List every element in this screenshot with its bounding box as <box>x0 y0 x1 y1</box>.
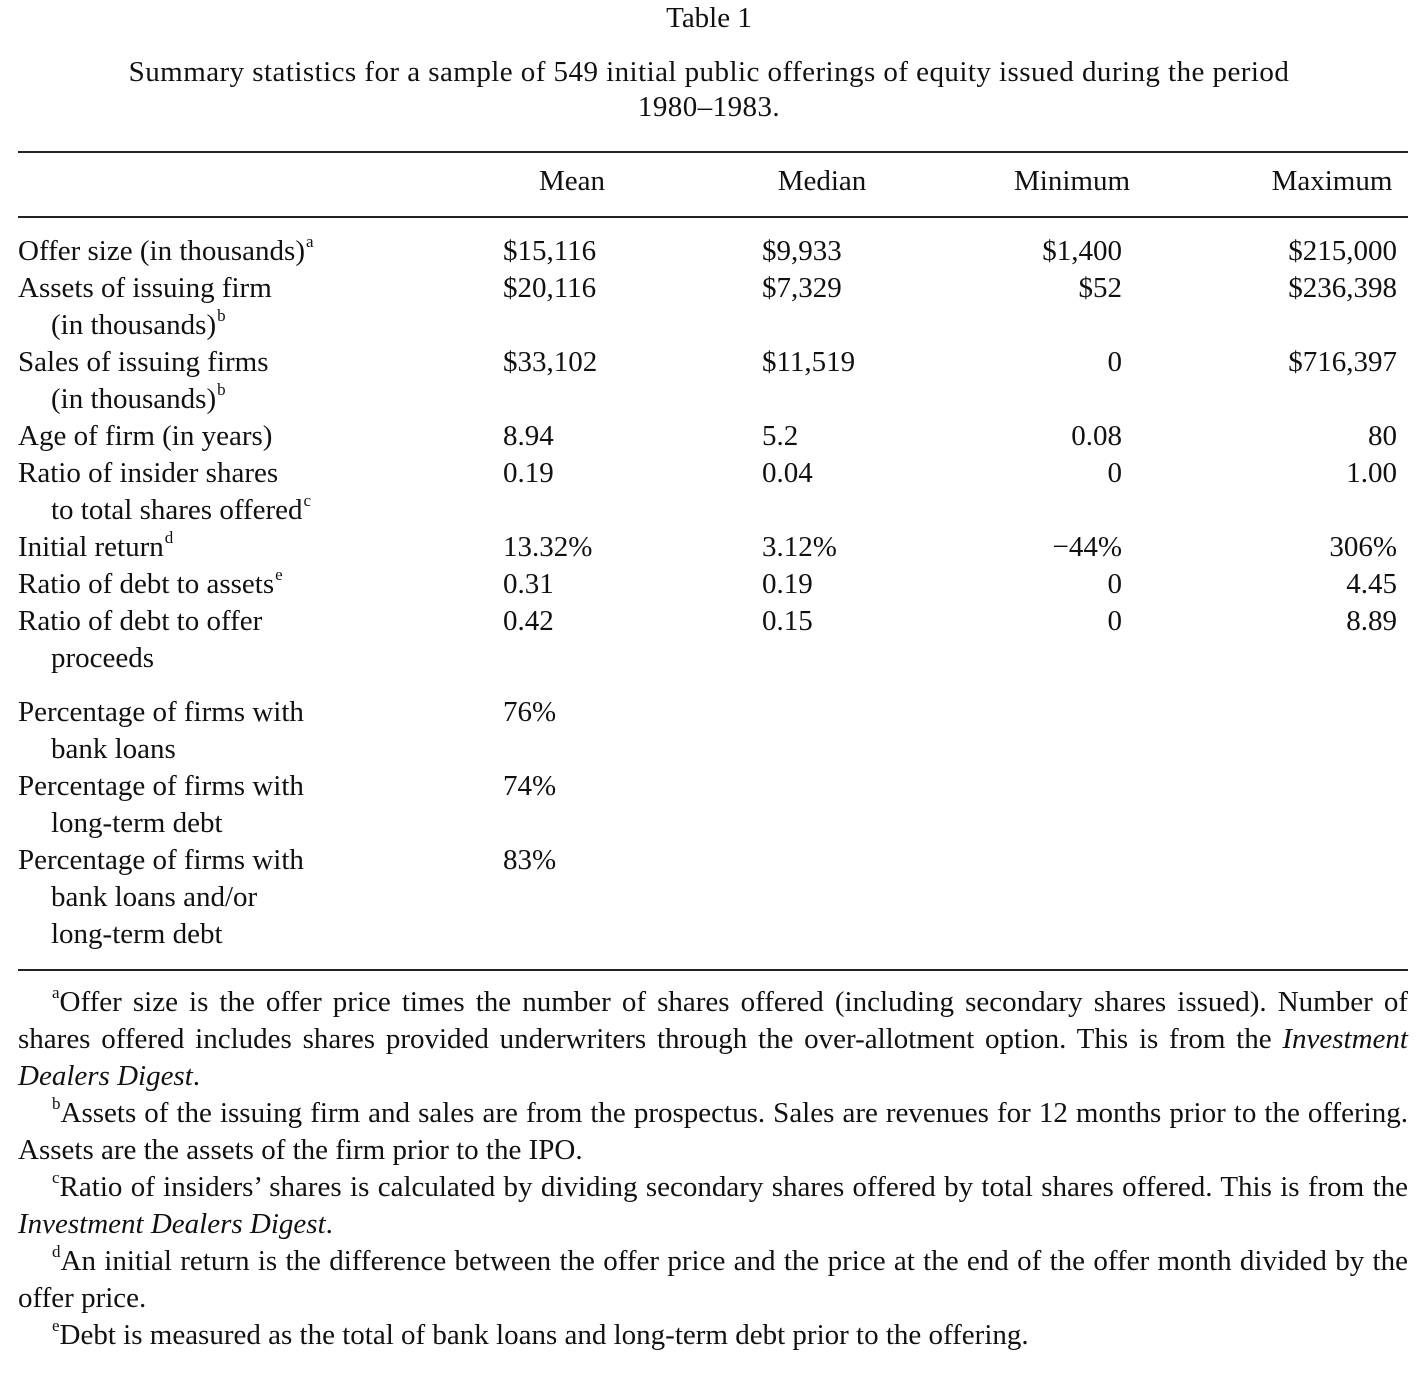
footnote-text: Ratio of insiders’ shares is calculated by dividing secondary shares offered by total shares offered. This is from the <box>59 1171 1408 1203</box>
cell-maximum: 1.00 <box>1346 457 1397 489</box>
row-label-line: Percentage of firms with <box>18 770 304 802</box>
cell-median: 5.2 <box>762 420 799 452</box>
cell-median: 0.15 <box>762 605 813 637</box>
cell-mean: $33,102 <box>503 346 598 378</box>
row-label-line: long-term debt <box>51 807 223 839</box>
footnote-mark: b <box>52 1094 61 1113</box>
column-header-median: Median <box>777 165 867 197</box>
footnotes <box>18 984 1408 1354</box>
footnote-text: An initial return is the difference between the offer price and the price at the end of the offer month divided by the offer price. <box>18 1245 1408 1314</box>
row-label-line: bank loans and/or <box>51 881 258 913</box>
row-label <box>18 418 272 455</box>
footnote-marker: d <box>164 528 174 547</box>
cell-median: $9,933 <box>762 235 842 267</box>
cell-maximum: 8.89 <box>1346 605 1397 637</box>
footnote-marker: c <box>303 491 312 510</box>
footnote <box>18 984 1408 1095</box>
row-label <box>18 455 311 529</box>
table-caption-line-2: 1980–1983. <box>637 91 781 123</box>
footnote-marker: a <box>305 232 314 251</box>
row-label-line: Age of firm (in years) <box>18 420 273 452</box>
cell-minimum: 0 <box>1107 457 1122 489</box>
footnote-text: Assets of the issuing firm and sales are from the prospectus. Sales are revenues for 12 months prior to the offering. Assets are the assets of the firm prior to the IPO. <box>18 1097 1408 1166</box>
row-label <box>18 842 304 953</box>
row-label-line: Ratio of insider shares <box>18 457 279 489</box>
row-label-line: long-term debt <box>51 918 223 950</box>
row-label-line: (in thousands) <box>51 383 217 415</box>
footnote-text-end: . <box>192 1060 201 1092</box>
row-label-line: Assets of issuing firm <box>18 272 272 304</box>
row-label-line: Percentage of firms with <box>18 696 304 728</box>
footnote-source-title: Investment Dealers Digest <box>18 1208 326 1240</box>
footnote-text-end: . <box>325 1208 333 1240</box>
cell-median: $7,329 <box>762 272 842 304</box>
row-label <box>18 603 262 677</box>
cell-median: 0.19 <box>762 568 813 600</box>
cell-mean: $15,116 <box>503 235 597 267</box>
row-label-line: (in thousands) <box>51 309 217 341</box>
footnote-text: Debt is measured as the total of bank loans and long-term debt prior to the offering. <box>59 1319 1029 1351</box>
footnote <box>18 1243 1408 1317</box>
row-label <box>18 566 283 603</box>
row-label-line: proceeds <box>51 642 155 674</box>
cell-mean: 74% <box>503 770 557 802</box>
footnote-marker: e <box>275 565 283 584</box>
cell-mean: 0.19 <box>503 457 554 489</box>
footnote <box>18 1169 1408 1243</box>
footnote-mark: e <box>52 1316 60 1335</box>
cell-mean: $20,116 <box>503 272 597 304</box>
cell-median: 3.12% <box>762 531 837 563</box>
cell-minimum: 0.08 <box>1071 420 1122 452</box>
bottom-rule <box>18 969 1408 971</box>
footnote-mark: a <box>52 983 60 1002</box>
cell-maximum: $716,397 <box>1288 346 1397 378</box>
row-label <box>18 344 269 418</box>
row-label-line: Ratio of debt to assets <box>18 568 275 600</box>
row-label-line: Initial return <box>18 531 164 563</box>
footnote-mark: c <box>52 1168 60 1187</box>
cell-mean: 8.94 <box>503 420 554 452</box>
cell-maximum: $215,000 <box>1288 235 1397 267</box>
cell-mean: 76% <box>503 696 557 728</box>
row-label-line: Ratio of debt to offer <box>18 605 263 637</box>
cell-minimum: $52 <box>1078 272 1122 304</box>
footnote-marker: b <box>217 380 226 399</box>
top-rule <box>18 151 1408 153</box>
row-label <box>18 529 173 566</box>
cell-minimum: 0 <box>1107 346 1122 378</box>
footnote <box>18 1095 1408 1169</box>
cell-minimum: −44% <box>1052 531 1122 563</box>
footnote <box>18 1317 1408 1354</box>
cell-maximum: $236,398 <box>1288 272 1397 304</box>
cell-minimum: $1,400 <box>1042 235 1122 267</box>
cell-median: $11,519 <box>762 346 856 378</box>
cell-mean: 13.32% <box>503 531 593 563</box>
cell-mean: 83% <box>503 844 557 876</box>
row-label-line: Sales of issuing firms <box>18 346 269 378</box>
footnote-source-title: Investment Dealers Digest <box>18 1023 1408 1092</box>
cell-mean: 0.42 <box>503 605 554 637</box>
cell-median: 0.04 <box>762 457 813 489</box>
cell-minimum: 0 <box>1107 568 1122 600</box>
footnote-marker: b <box>217 306 226 325</box>
cell-maximum: 306% <box>1329 531 1397 563</box>
row-label-line: Percentage of firms with <box>18 844 304 876</box>
row-label <box>18 694 304 768</box>
cell-mean: 0.31 <box>503 568 554 600</box>
column-header-minimum: Minimum <box>1013 165 1130 197</box>
table-caption-line-1: Summary statistics for a sample of 549 initial public offerings of equity issued during the period <box>128 56 1290 88</box>
cell-minimum: 0 <box>1107 605 1122 637</box>
row-label-line: bank loans <box>51 733 176 765</box>
cell-maximum: 80 <box>1368 420 1397 452</box>
cell-maximum: 4.45 <box>1346 568 1397 600</box>
row-label <box>18 270 272 344</box>
table-title: Table 1 <box>666 2 752 34</box>
column-header-mean: Mean <box>538 165 606 197</box>
footnote-text: Offer size is the offer price times the number of shares offered (including secondary shares issued). Number of shares offered includes shares provided underwriters through the over-allotment option. This is from the <box>18 986 1408 1055</box>
header-rule <box>18 216 1408 218</box>
footnote-mark: d <box>52 1242 61 1261</box>
row-label <box>18 768 304 842</box>
row-label-line: Offer size (in thousands) <box>18 235 305 267</box>
column-header-maximum: Maximum <box>1271 165 1393 197</box>
row-label-line: to total shares offered <box>51 494 303 526</box>
row-label <box>18 233 314 270</box>
